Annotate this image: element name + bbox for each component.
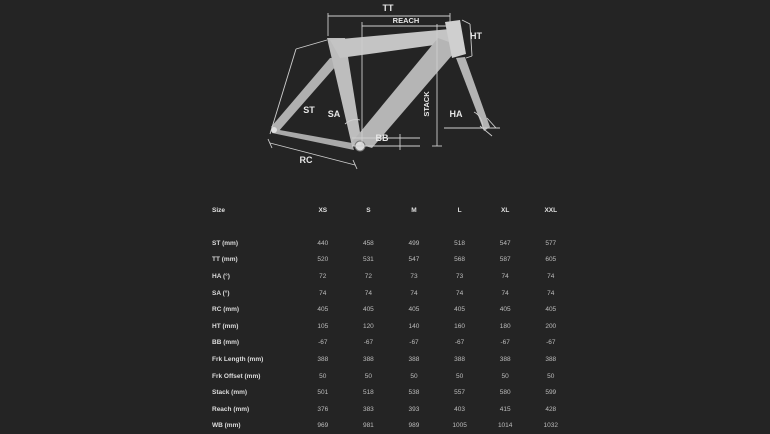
- header-size-l: L: [457, 206, 462, 214]
- table-cell: 74: [455, 289, 464, 297]
- table-cell: 403: [454, 405, 465, 413]
- label-st: ST: [303, 105, 315, 115]
- table-cell: 405: [408, 306, 420, 314]
- table-cell: 1014: [497, 422, 513, 430]
- label-sa: SA: [327, 109, 341, 119]
- table-row: [205, 235, 574, 252]
- table-row: [205, 252, 574, 269]
- table-spacer: [205, 218, 574, 235]
- table-cell: 388: [408, 355, 420, 363]
- table-cell: -67: [454, 339, 465, 347]
- table-cell: 1032: [543, 422, 558, 430]
- header-size-xs: XS: [318, 206, 328, 214]
- header-size-m: M: [411, 206, 417, 214]
- table-cell: 587: [499, 256, 511, 264]
- table-cell: 580: [499, 389, 511, 397]
- table-cell: -67: [409, 339, 419, 347]
- table-cell: -67: [546, 339, 556, 347]
- label-bb: BB: [375, 133, 389, 143]
- table-cell: 405: [454, 306, 465, 314]
- table-cell: 376: [317, 405, 329, 413]
- row-label: Frk Length (mm): [212, 355, 264, 363]
- label-ht: HT: [470, 31, 482, 41]
- table-cell: 50: [410, 372, 418, 380]
- table-cell: 140: [408, 322, 420, 330]
- table-cell: 73: [455, 272, 464, 280]
- table-cell: 405: [499, 306, 511, 314]
- table-cell: 428: [545, 405, 557, 413]
- table-row: [205, 351, 574, 368]
- table-row: [205, 268, 574, 285]
- table-cell: 105: [317, 322, 329, 330]
- header-size-xl: XL: [501, 206, 510, 214]
- table-cell: 74: [547, 272, 555, 280]
- table-cell: 383: [362, 405, 374, 413]
- table-cell: -67: [500, 339, 510, 347]
- row-label: HT (mm): [212, 322, 239, 330]
- table-cell: -67: [318, 339, 328, 347]
- table-cell: 989: [408, 422, 420, 430]
- table-cell: 981: [362, 422, 374, 430]
- table-cell: 501: [317, 389, 329, 397]
- table-cell: 74: [501, 289, 509, 297]
- table-cell: 388: [362, 355, 374, 363]
- table-cell: 50: [501, 372, 509, 380]
- table-cell: 200: [545, 322, 557, 330]
- geometry-table: [205, 202, 574, 434]
- table-cell: 50: [455, 372, 464, 380]
- row-label: Frk Offset (mm): [212, 372, 261, 380]
- frame-geometry-diagram: [0, 0, 770, 190]
- down-tube: [352, 38, 460, 148]
- table-cell: 180: [499, 322, 511, 330]
- label-tt: TT: [382, 3, 394, 13]
- table-cell: 74: [547, 289, 555, 297]
- table-cell: 72: [319, 272, 327, 280]
- fork: [456, 57, 490, 131]
- table-cell: -67: [363, 339, 374, 347]
- table-cell: 50: [319, 372, 327, 380]
- table-cell: 388: [317, 355, 329, 363]
- table-cell: 599: [545, 389, 557, 397]
- table-cell: 577: [545, 239, 557, 247]
- table-cell: 557: [454, 389, 465, 397]
- table-cell: 415: [499, 405, 511, 413]
- table-row: [205, 301, 574, 318]
- table-row: [205, 335, 574, 352]
- table-cell: 388: [545, 355, 557, 363]
- table-cell: 518: [454, 239, 465, 247]
- table-cell: 605: [545, 256, 557, 264]
- header-size-s: S: [366, 206, 371, 214]
- row-label: RC (mm): [212, 306, 240, 314]
- table-cell: 73: [410, 272, 418, 280]
- table-cell: 74: [364, 289, 372, 297]
- table-row: [205, 384, 574, 401]
- bike-frame: [271, 20, 490, 151]
- table-cell: 405: [545, 306, 557, 314]
- header-size-label: Size: [212, 206, 226, 214]
- table-row: [205, 368, 574, 385]
- table-cell: 458: [362, 239, 374, 247]
- table-cell: 499: [408, 239, 420, 247]
- table-cell: 50: [547, 372, 555, 380]
- label-ha: HA: [449, 109, 463, 119]
- table-row: [205, 401, 574, 418]
- table-cell: 120: [362, 322, 374, 330]
- table-row: [205, 418, 574, 434]
- table-cell: 518: [362, 389, 374, 397]
- table-cell: 405: [317, 306, 329, 314]
- table-cell: 393: [408, 405, 420, 413]
- row-label: Stack (mm): [212, 389, 248, 397]
- label-rc: RC: [299, 155, 313, 165]
- table-cell: 969: [317, 422, 329, 430]
- table-cell: 405: [362, 306, 374, 314]
- header-size-xxl: XXL: [544, 206, 558, 214]
- row-label: BB (mm): [212, 339, 240, 347]
- table-cell: 72: [364, 272, 372, 280]
- table-cell: 160: [454, 322, 465, 330]
- table-cell: 568: [454, 256, 465, 264]
- table-cell: 547: [408, 256, 420, 264]
- table-row: [205, 318, 574, 335]
- table-cell: 388: [499, 355, 511, 363]
- table-cell: 50: [364, 372, 372, 380]
- table-cell: 440: [317, 239, 329, 247]
- table-cell: 520: [317, 256, 329, 264]
- table-row: [205, 285, 574, 302]
- table-cell: 74: [410, 289, 418, 297]
- table-cell: 547: [499, 239, 511, 247]
- table-cell: 74: [319, 289, 327, 297]
- row-label: SA (°): [212, 289, 230, 297]
- label-reach: REACH: [392, 16, 420, 25]
- row-label: HA (°): [212, 272, 230, 280]
- label-stack: STACK: [422, 91, 431, 117]
- row-label: ST (mm): [212, 239, 238, 247]
- table-cell: 74: [501, 272, 509, 280]
- table-cell: 1005: [452, 422, 467, 430]
- table-cell: 388: [454, 355, 465, 363]
- row-label: TT (mm): [212, 256, 238, 264]
- table-cell: 531: [362, 256, 374, 264]
- table-cell: 538: [408, 389, 420, 397]
- row-label: Reach (mm): [212, 405, 250, 413]
- row-label: WB (mm): [212, 422, 241, 430]
- table-header-row: [205, 202, 574, 218]
